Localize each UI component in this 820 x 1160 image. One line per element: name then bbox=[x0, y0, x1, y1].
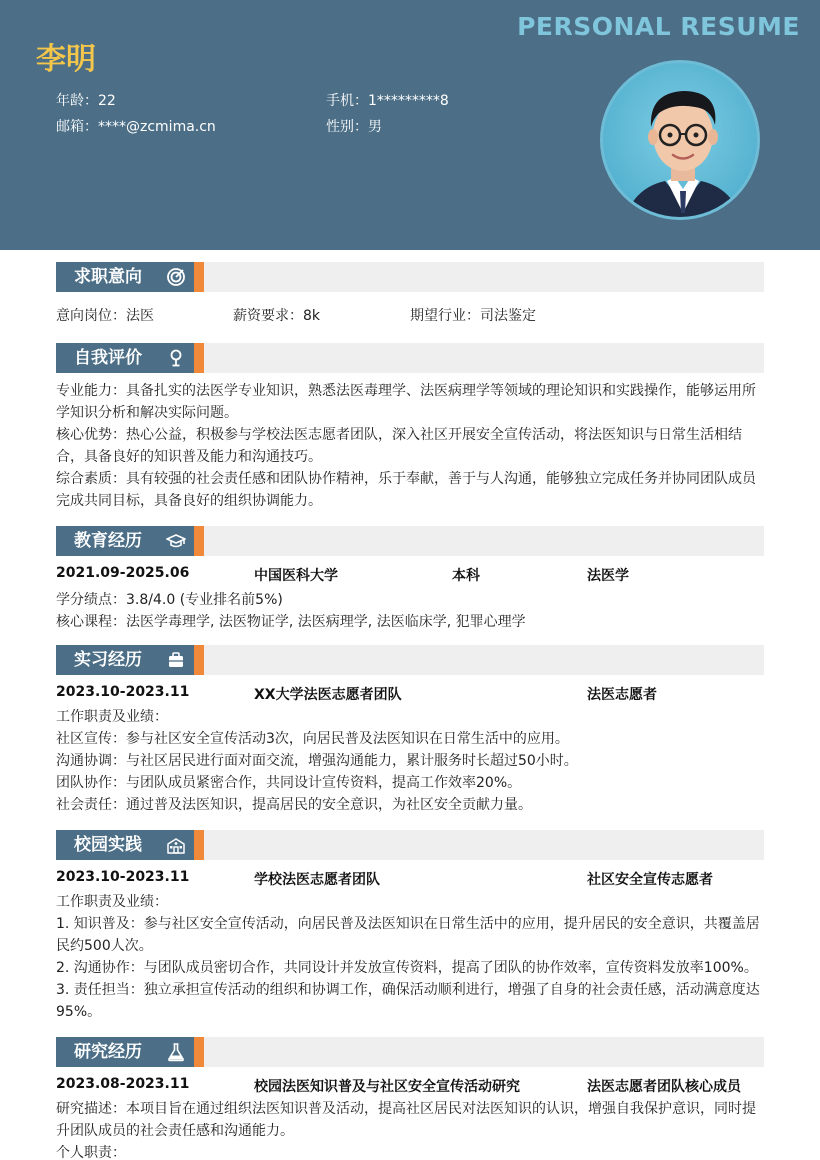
section-campus-header bbox=[56, 830, 764, 860]
section-title: 实习经历 bbox=[56, 645, 194, 675]
internship-date: 2023.10-2023.11 bbox=[56, 684, 190, 700]
internship-line: 工作职责及业绩： bbox=[56, 709, 168, 725]
section-accent bbox=[194, 262, 204, 292]
research-line: 研究描述：本项目旨在通过组织法医知识普及活动，提高社区居民对法医知识的认识，增强自我保护意识，同时提升团队成员的社会责任感和沟通能力。 bbox=[56, 1101, 756, 1139]
section-accent bbox=[194, 1037, 204, 1067]
phone-field: 手机：1*********8 bbox=[326, 93, 449, 109]
education-row bbox=[56, 565, 764, 587]
campus-line: 1. 知识普及：参与社区安全宣传活动，向居民普及法医知识在日常生活中的应用，提升居民的安全意识，共覆盖居民约500人次。 bbox=[56, 916, 760, 954]
internship-line: 社会责任：通过普及法医知识，提高居民的安全意识，为社区安全贡献力量。 bbox=[56, 797, 532, 813]
self-eval-line: 专业能力：具备扎实的法医学专业知识，熟悉法医毒理学、法医病理学等领域的理论知识和实践操作，能够运用所学知识分析和解决实际问题。 bbox=[56, 383, 756, 421]
section-internship-header bbox=[56, 645, 764, 675]
education-gpa: 学分绩点：3.8/4.0 (专业排名前5%) bbox=[56, 592, 283, 608]
campus-row bbox=[56, 869, 764, 891]
internship-row bbox=[56, 684, 764, 706]
section-accent bbox=[194, 645, 204, 675]
research-line: 个人职责： bbox=[56, 1145, 126, 1160]
candidate-name: 李明 bbox=[36, 42, 96, 77]
campus-line: 2. 沟通协作：与团队成员密切合作，共同设计并发放宣传资料，提高了团队的协作效率，宣传资料发放率100%。 bbox=[56, 960, 758, 976]
internship-line: 团队协作：与团队成员紧密合作，共同设计宣传资料，提高工作效率20%。 bbox=[56, 775, 522, 791]
school-building-icon bbox=[166, 835, 186, 855]
section-research-header bbox=[56, 1037, 764, 1067]
internship-role: 法医志愿者 bbox=[587, 687, 657, 703]
self-eval-text bbox=[56, 380, 766, 512]
internship-line: 社区宣传：参与社区安全宣传活动3次，向居民普及法医知识在日常生活中的应用。 bbox=[56, 731, 569, 747]
person-award-icon bbox=[166, 348, 186, 368]
section-accent bbox=[194, 526, 204, 556]
section-accent bbox=[194, 830, 204, 860]
section-title: 研究经历 bbox=[56, 1037, 194, 1067]
campus-line: 3. 责任担当：独立承担宣传活动的组织和协调工作，确保活动顺利进行，增强了自身的社会责任感，活动满意度达95%。 bbox=[56, 982, 760, 1020]
desired-industry: 期望行业：司法鉴定 bbox=[410, 308, 536, 324]
section-accent bbox=[194, 343, 204, 373]
email-field: 邮箱：****@zcmima.cn bbox=[56, 119, 216, 135]
desired-position: 意向岗位：法医 bbox=[56, 308, 154, 324]
campus-line: 工作职责及业绩： bbox=[56, 894, 168, 910]
research-details bbox=[56, 1098, 766, 1160]
self-eval-line: 综合素质：具有较强的社会责任感和团队协作精神，乐于奉献，善于与人沟通，能够独立完成任务并协同团队成员完成共同目标，具备良好的组织协调能力。 bbox=[56, 471, 756, 509]
section-title: 自我评价 bbox=[56, 343, 194, 373]
research-row bbox=[56, 1076, 764, 1098]
person-portrait-icon bbox=[603, 63, 760, 220]
research-project: 校园法医知识普及与社区安全宣传活动研究 bbox=[254, 1079, 520, 1095]
research-role: 法医志愿者团队核心成员 bbox=[587, 1079, 741, 1095]
campus-org: 学校法医志愿者团队 bbox=[254, 872, 380, 888]
personal-resume-title: PERSONAL RESUME bbox=[517, 12, 800, 41]
campus-role: 社区安全宣传志愿者 bbox=[587, 872, 713, 888]
campus-details bbox=[56, 891, 766, 1023]
self-eval-line: 核心优势：热心公益，积极参与学校法医志愿者团队，深入社区开展安全宣传活动，将法医知识与日常生活相结合，具备良好的知识普及能力和沟通技巧。 bbox=[56, 427, 742, 465]
objective-row bbox=[56, 305, 764, 327]
section-education-header bbox=[56, 526, 764, 556]
education-major: 法医学 bbox=[587, 568, 629, 584]
salary-requirement: 薪资要求：8k bbox=[233, 308, 321, 324]
internship-line: 沟通协调：与社区居民进行面对面交流，增强沟通能力，累计服务时长超过50小时。 bbox=[56, 753, 578, 769]
internship-details bbox=[56, 706, 766, 816]
section-objective-header bbox=[56, 262, 764, 292]
gender-field: 性别：男 bbox=[326, 119, 382, 135]
education-degree: 本科 bbox=[452, 568, 480, 584]
education-courses: 核心课程：法医学毒理学, 法医物证学, 法医病理学, 法医临床学, 犯罪心理学 bbox=[56, 614, 526, 630]
internship-org: XX大学法医志愿者团队 bbox=[254, 687, 402, 703]
campus-date: 2023.10-2023.11 bbox=[56, 869, 190, 885]
briefcase-icon bbox=[166, 650, 186, 670]
age-field: 年龄：22 bbox=[56, 93, 116, 109]
section-title: 校园实践 bbox=[56, 830, 194, 860]
target-icon bbox=[166, 267, 186, 287]
research-date: 2023.08-2023.11 bbox=[56, 1076, 190, 1092]
section-self-eval-header bbox=[56, 343, 764, 373]
resume-header bbox=[0, 0, 820, 250]
graduation-cap-icon bbox=[166, 531, 186, 551]
section-title: 教育经历 bbox=[56, 526, 194, 556]
flask-icon bbox=[166, 1042, 186, 1062]
education-date: 2021.09-2025.06 bbox=[56, 565, 190, 581]
section-title: 求职意向 bbox=[56, 262, 194, 292]
avatar-photo bbox=[600, 60, 760, 220]
education-school: 中国医科大学 bbox=[254, 568, 338, 584]
